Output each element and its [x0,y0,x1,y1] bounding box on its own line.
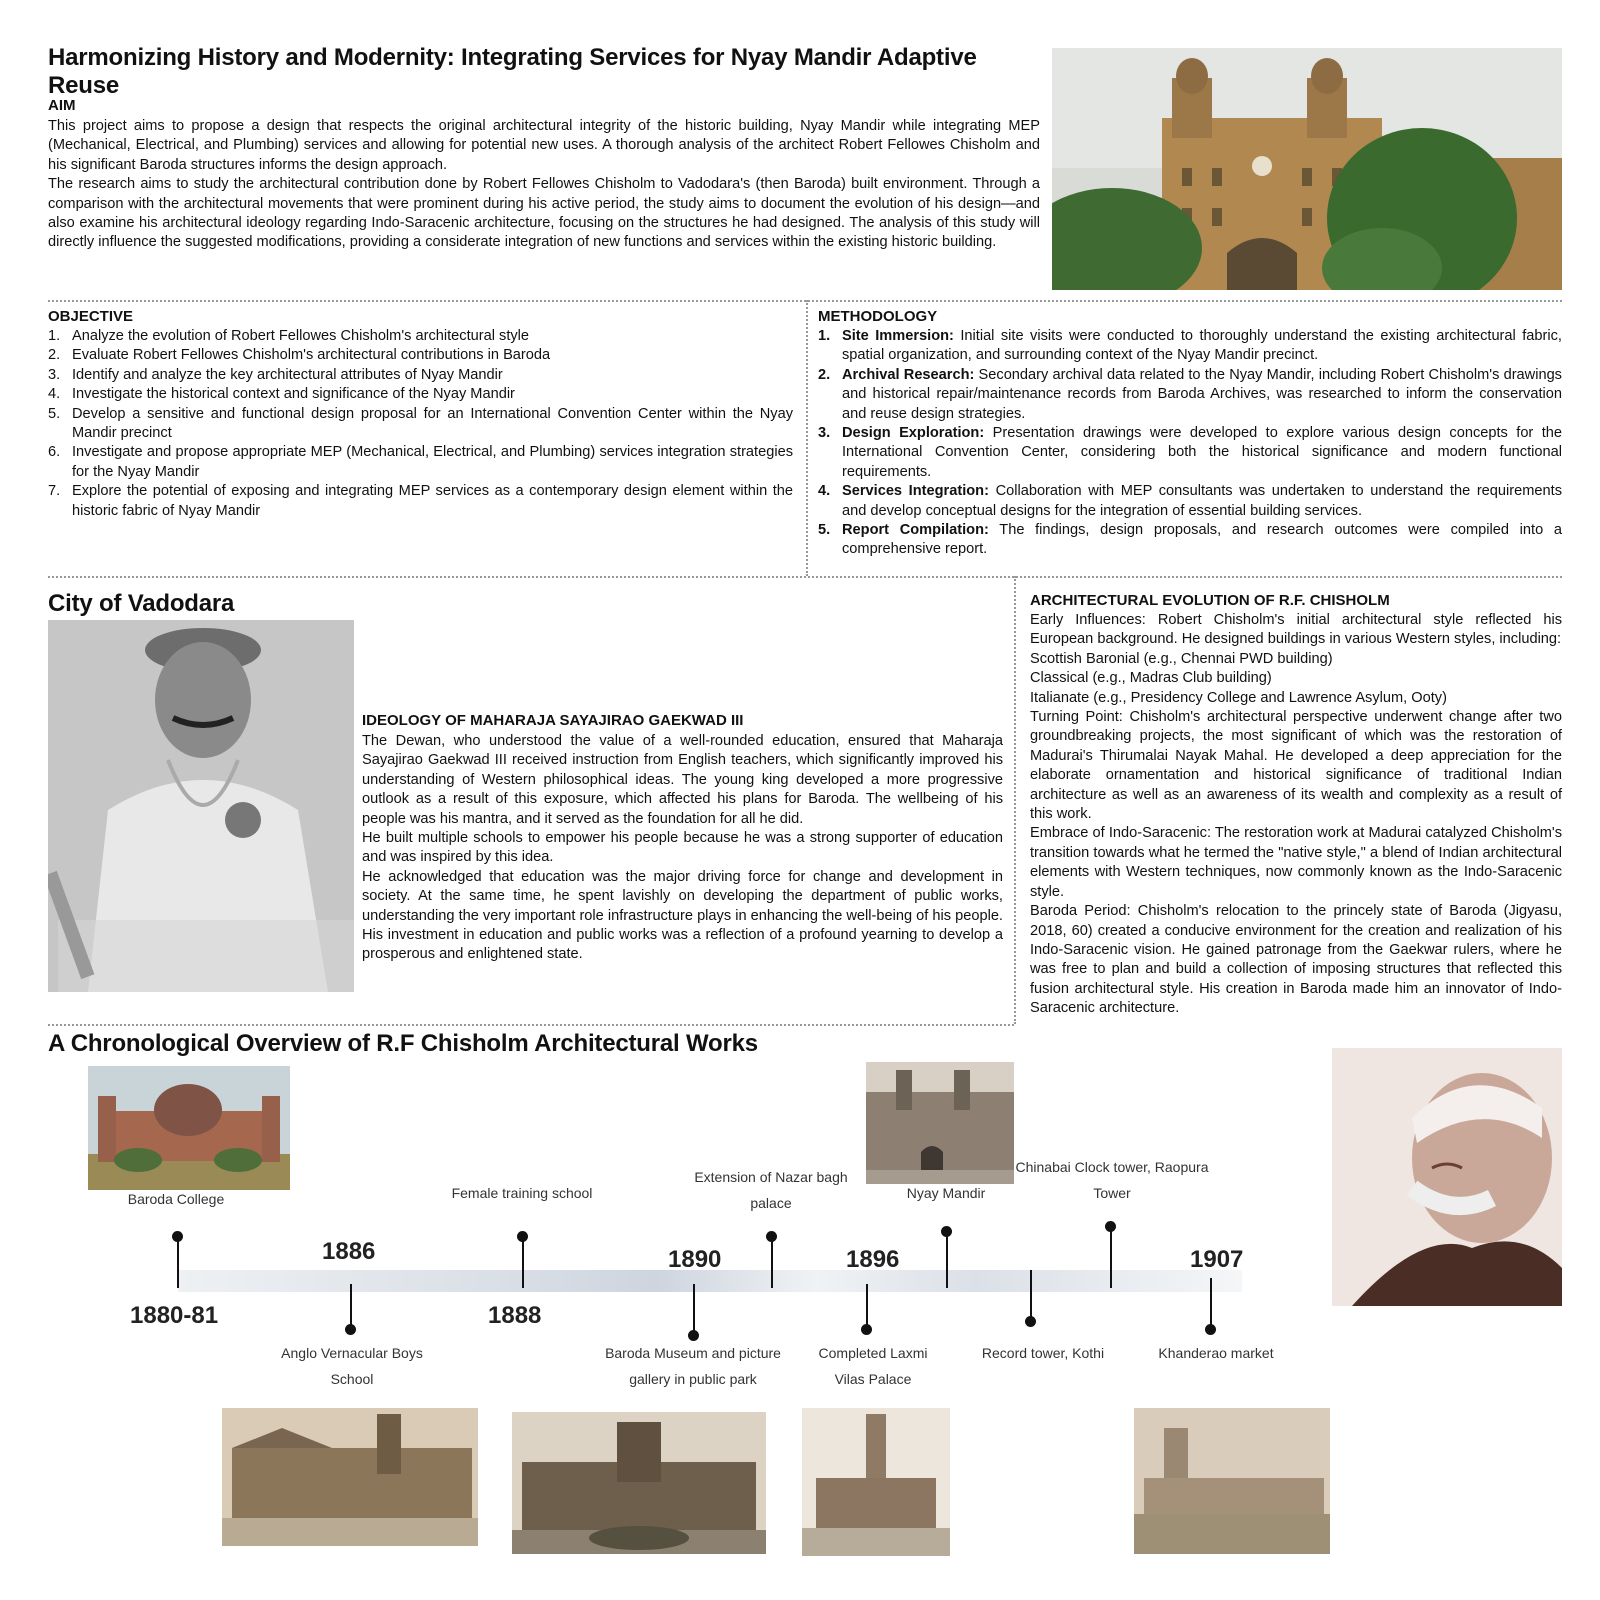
aim-text [48,117,1040,253]
list-item: 2. Evaluate Robert Fellowes Chisholm's architectural contributions in Baroda [48,347,551,364]
evolution-paragraph: Turning Point: Chisholm's architectural perspective underwent change after two groundbreaking projects, the most significant of which was the restoration of Madurai's Thirumalai Nayak Mahal. He developed a deep appreciation for the elaborate ornamentation and historical significance of traditional Indian architecture as well as an awareness of its wealth and complexity as a result of this work. [1030,709,1562,823]
list-item: 1. Site Immersion: Initial site visits were conducted to thoroughly understand the existing architectural fabric, spatial organization, and surrounding context of the Nyay Mandir precinct. [818,328,1562,364]
list-item: 5. Develop a sensitive and functional design proposal for an International Convention Center within the Nyay Mandir precinct [48,405,793,442]
methodology-list [818,327,1562,560]
evolution-paragraph: Scottish Baronial (e.g., Chennai PWD building) [1030,650,1333,667]
list-item: 7. Explore the potential of exposing and integrating MEP services as a contemporary design element within the historic fabric of Nyay Mandir [48,483,793,519]
city-heading: City of Vadodara [48,590,235,617]
evolution-paragraph: Classical (e.g., Madras Club building) [1030,670,1272,687]
timeline-marker-stem [1030,1270,1032,1320]
section-divider [48,576,1562,578]
timeline-year: 1886 [322,1238,376,1265]
list-item: 3. Identify and analyze the key architectural attributes of Nyay Mandir [48,366,503,383]
methodology-heading: METHODOLOGY [818,308,938,325]
timeline-marker [861,1324,872,1335]
timeline-marker-stem [1110,1228,1112,1288]
nyay-mandir-archive-photo [866,1062,1014,1184]
evolution-paragraph: Italianate (e.g., Presidency College and Lawrence Asylum, Ooty) [1030,689,1447,706]
section-divider [48,300,1562,302]
evolution-paragraph: Embrace of Indo-Saracenic: The restoration work at Madurai catalyzed Chisholm's transition towards what he termed the "native style," a blend of Indian architectural elements with Western techniques, now commonly known as the Indo-Saracenic style. [1030,825,1562,900]
evolution-paragraph: Baroda Period: Chisholm's relocation to the princely state of Baroda (Jigyasu, 2018, 60) created a conducive environment for the creation and realization of his Indo-Saracenic vision. He gained patronage from the Gaekwar rulers, where he was free to plan and build a collection of imposing structures that reflected this fusion architectural style. His creation in Baroda made him an innovator of Indo-Saracenic architecture. [1030,903,1562,1017]
section-divider [48,1024,1014,1026]
timeline-year: 1888 [488,1302,542,1329]
ideology-paragraph: The Dewan, who understood the value of a well-rounded education, ensured that Maharaja Sayajirao Gaekwad III received instruction from English teachers, which significantly improved his understanding of Western philosophical ideas. The young king developed a more progressive outlook as a result of this exposure, which affected his plans for Baroda. The wellbeing of his people was his mantra, and it served as the foundation for all he did. [362,733,1003,827]
timeline-marker-stem [522,1238,524,1288]
timeline-marker [345,1324,356,1335]
baroda-college-photo [88,1066,290,1190]
timeline-marker-stem [350,1284,352,1328]
timeline-year: 1896 [846,1246,900,1273]
list-item: 4. Investigate the historical context and significance of the Nyay Mandir [48,386,515,403]
ideology-paragraph: He built multiple schools to empower his people because he was a strong supporter of education and was inspired by this idea. [362,830,1003,866]
list-item: 1. Analyze the evolution of Robert Fellowes Chisholm's architectural style [48,328,530,344]
timeline-year: 1907 [1190,1246,1244,1273]
list-item: 3. Design Exploration: Presentation drawings were developed to explore various design concepts for the International Convention Center, considering both the historical significance and modern functional requirements. [818,425,1563,480]
list-item: 4. Services Integration: Collaboration with MEP consultants was undertaken to understand the requirements and develop conceptual designs for the integration of essential building services. [818,483,1562,519]
timeline-marker [1205,1324,1216,1335]
ideology-text [362,732,1003,965]
chisholm-portrait [1332,1048,1562,1306]
khanderao-market-photo [1134,1408,1330,1554]
timeline-marker-stem [693,1284,695,1334]
aim-paragraph: This project aims to propose a design that respects the original architectural integrity of the historic building, Nyay Mandir while integrating MEP (Mechanical, Electrical, and Plumbing) services and allowing for potential new uses. A thorough analysis of the architect Robert Fellowes Chisholm and his significant Baroda structures informs the design approach. [48,118,1040,173]
evolution-paragraph: Early Influences: Robert Chisholm's initial architectural style reflected his European background. He designed buildings in various Western styles, including: [1030,612,1562,648]
objective-list [48,327,793,521]
timeline-label: Record tower, Kothi [981,1345,1105,1361]
timeline-year: 1880-81 [130,1302,219,1329]
timeline-label: Baroda College [127,1191,225,1207]
timeline-marker [1025,1316,1036,1327]
maharaja-portrait [48,620,354,992]
timeline-year: 1890 [668,1246,722,1273]
timeline-label: Chinabai Clock tower, Raopura Tower [1015,1159,1209,1201]
aim-heading: AIM [48,97,76,114]
timeline-heading: A Chronological Overview of R.F Chisholm Architectural Works [48,1030,758,1057]
timeline-label: Anglo Vernacular Boys School [281,1345,423,1387]
timeline-label: Female training school [451,1185,593,1201]
nyay-mandir-photo [1052,48,1562,290]
timeline-marker-stem [771,1238,773,1288]
evolution-text [1030,611,1562,1019]
timeline-label: Baroda Museum and picture gallery in public park [605,1345,781,1387]
evolution-heading: ARCHITECTURAL EVOLUTION OF R.F. CHISHOLM [1030,592,1390,609]
ideology-heading: IDEOLOGY OF MAHARAJA SAYAJIRAO GAEKWAD III [362,712,744,729]
list-item: 6. Investigate and propose appropriate MEP (Mechanical, Electrical, and Plumbing) services integration strategies for the Nyay Mandir [48,444,793,480]
ideology-paragraph: He acknowledged that education was the major driving force for change and development in society. At the same time, he spent lavishly on developing the department of public works, understanding the very important role infrastructure plays in enhancing the well-being of his people. His investment in education and public works was a reflection of a profound yearning to develop a prosperous and enlightened state. [362,868,1003,963]
objective-heading: OBJECTIVE [48,308,134,325]
anglo-vernacular-school-photo [222,1408,478,1546]
timeline-label: Khanderao market [1158,1345,1274,1361]
timeline-marker-stem [1210,1278,1212,1328]
list-item: 2. Archival Research: Secondary archival data related to the Nyay Mandir, including Robert Chisholm's drawings and historical repair/maintenance records from Baroda Archives, was researched to inform the conservation and reuse design strategies. [818,366,1562,422]
baroda-museum-photo [512,1412,766,1554]
laxmi-vilas-palace-photo [802,1408,950,1556]
page-title: Harmonizing History and Modernity: Integrating Services for Nyay Mandir Adaptive Reuse [48,44,977,99]
timeline-label: Nyay Mandir [906,1185,986,1201]
column-divider [806,300,808,576]
timeline-marker-stem [946,1233,948,1288]
timeline-marker-stem [866,1284,868,1328]
list-item: 5. Report Compilation: The findings, design proposals, and research outcomes were compiled into a comprehensive report. [818,522,1562,558]
timeline-label: Extension of Nazar bagh palace [694,1169,848,1211]
aim-paragraph: The research aims to study the architectural contribution done by Robert Fellowes Chisholm to Vadodara's (then Baroda) built environment. Through a comparison with the architectural movements that were prominent during his active period, the study aims to document the evolution of his design—and also examine his architectural ideology regarding Indo-Saracenic architecture, focusing on the structures he had designed. The analysis of this study will directly influence the suggested modifications, providing a considerate integration of new functions and services within the existing historic building. [48,176,1040,251]
timeline-label: Completed Laxmi Vilas Palace [818,1345,928,1387]
timeline-marker-stem [177,1238,179,1288]
column-divider [1014,576,1016,1024]
